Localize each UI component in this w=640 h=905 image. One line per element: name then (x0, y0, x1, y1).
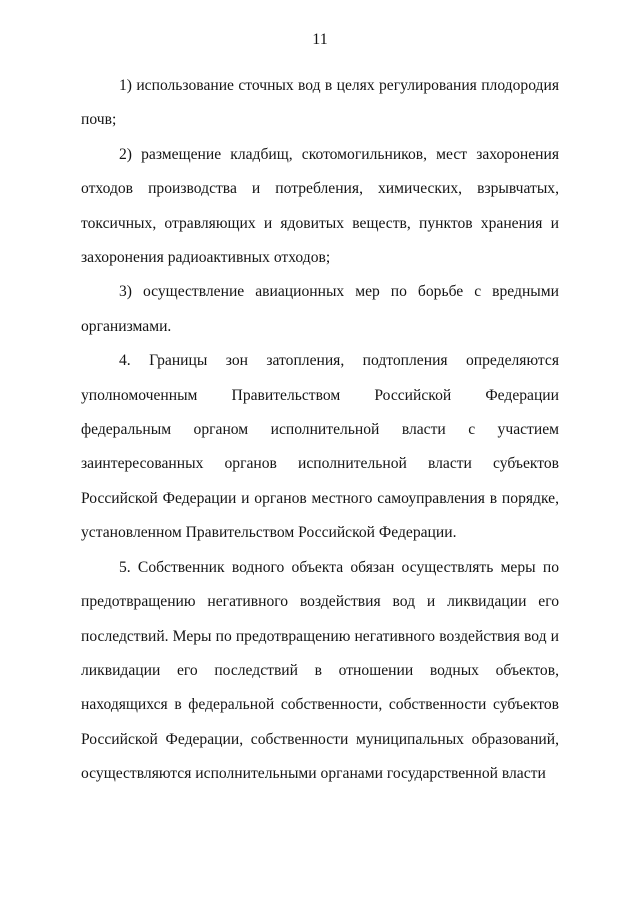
page-number: 11 (312, 31, 328, 48)
paragraph-item-3: 3) осуществление авиационных мер по борьбе с вредными организмами. (81, 283, 559, 335)
paragraph-clause-4: 4. Границы зон затопления, подтопления определяются уполномоченным Правительством Российской Федерации федеральным органом исполнительной власти с участием заинтересованных органов исполнительной власти субъектов Российской Федерации и органов местного самоуправления в порядке, установленном Правительством Российской Федерации. (81, 352, 559, 542)
paragraph-item-1: 1) использование сточных вод в целях регулирования плодородия почв; (81, 77, 559, 129)
paragraph-item-2: 2) размещение кладбищ, скотомогильников, мест захоронения отходов производства и потребления, химических, взрывчатых, токсичных, отравляющих и ядовитых веществ, пунктов хранения и захоронения радиоактивных отходов; (81, 145, 559, 267)
document-body (81, 69, 559, 792)
paragraph-clause-5: 5. Собственник водного объекта обязан осуществлять меры по предотвращению негативного воздействия вод и ликвидации его последствий. Меры по предотвращению негативного воздействия вод и ликвидации его последствий в отношении водных объектов, находящихся в федеральной собственности, собственности субъектов Российской Федерации, собственности муниципальных образований, осуществляются исполнительными органами государственной власти (81, 558, 559, 783)
